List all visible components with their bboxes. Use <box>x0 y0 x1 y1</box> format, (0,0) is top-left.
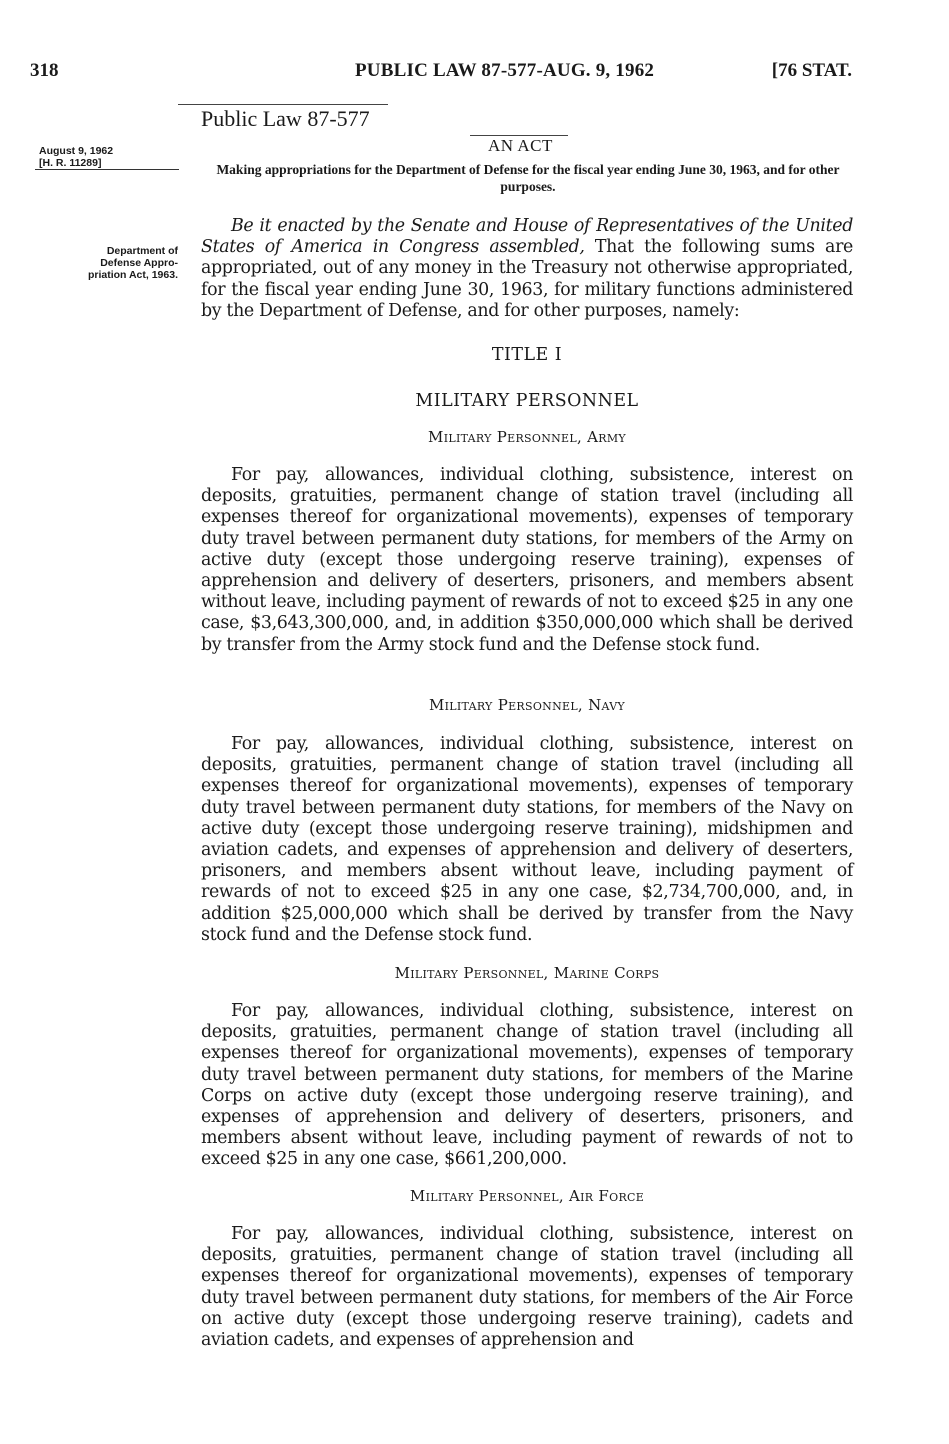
page-number: 318 <box>30 60 59 81</box>
section-heading-navy: Military Personnel, Navy <box>428 696 625 714</box>
volume-reference: [76 STAT. <box>771 60 852 81</box>
margin-note-act-line-2: Defense Appro- <box>100 257 178 269</box>
title-subheading: MILITARY PERSONNEL <box>415 391 639 411</box>
running-head: PUBLIC LAW 87-577-AUG. 9, 1962 <box>355 60 655 81</box>
title-heading: TITLE I <box>491 345 563 365</box>
margin-note-date <box>39 145 183 170</box>
section-heading-air-force: Military Personnel, Air Force <box>409 1187 645 1205</box>
enacting-clause-body: That the following sums are appropriated, out of any money in the Treasury not otherwise appropriated, for the fiscal year ending June 30, 1963, for military functions administered by the Department of Defense, and for other purposes, namely: <box>201 237 853 321</box>
section-text-air-force: For pay, allowances, individual clothing, subsistence, interest on deposits, gratuities, permanent change of station travel (including all expenses thereof for organizational movements), expenses of temporary duty travel between permanent duty stations, for members of the Air Force on active duty (except those undergoing reserve training), cadets and aviation cadets, and expenses of apprehension and <box>201 1224 853 1351</box>
title-rule <box>178 104 388 105</box>
section-heading-marine-corps: Military Personnel, Marine Corps <box>394 964 660 982</box>
margin-note-act-line-1: Department of <box>106 245 178 257</box>
page-header <box>30 60 852 88</box>
margin-note-bill-number: [H. R. 11289] <box>35 157 179 170</box>
margin-note-act-line-3: priation Act, 1963. <box>87 269 178 281</box>
margin-note-act-name <box>28 245 178 281</box>
enacting-clause-italic: Be it enacted by the Senate and House of Representatives of the United States of America in Congress assembled, <box>201 216 853 258</box>
enacting-clause <box>201 216 853 322</box>
act-purpose: Making appropriations for the Department of Defense for the fiscal year ending June 30, 1963, and for other purposes. <box>216 162 840 194</box>
section-text-navy: For pay, allowances, individual clothing, subsistence, interest on deposits, gratuities, permanent change of station travel (including all expenses thereof for organizational movements), expenses of temporary duty travel between permanent duty stations, for members of the Navy on active duty (except those undergoing reserve training), midshipmen and aviation cadets, and expenses of apprehension and delivery of deserters, prisoners, and members absent without leave, including payment of rewards of not to exceed $25 in any one case, $2,734,700,000, and, in addition $25,000,000 which shall be derived by transfer from the Navy stock fund and the Defense stock fund. <box>201 734 853 945</box>
section-text-marine-corps: For pay, allowances, individual clothing, subsistence, interest on deposits, gratuities, permanent change of station travel (including all expenses thereof for organizational movements), expenses of temporary duty travel between permanent duty stations, for members of the Marine Corps on active duty (except those undergoing reserve training), and expenses of apprehension and delivery of deserters, prisoners, and members absent without leave, including payment of rewards of not to exceed $25 in any one case, $661,200,000. <box>201 1001 853 1170</box>
margin-note-date-text: August 9, 1962 <box>39 145 114 157</box>
section-heading-army: Military Personnel, Army <box>428 428 626 446</box>
section-text-army: For pay, allowances, individual clothing, subsistence, interest on deposits, gratuities, permanent change of station travel (including all expenses thereof for organizational movements), expenses of temporary duty travel between permanent duty stations, for members of the Army on active duty (except those undergoing reserve training), expenses of apprehension and delivery of deserters, prisoners, and members absent without leave, including payment of rewards of not to exceed $25 in any one case, $3,643,300,000, and, in addition $350,000,000 which shall be derived by transfer from the Army stock fund and the Defense stock fund. <box>201 465 853 655</box>
act-heading: AN ACT <box>488 136 553 155</box>
law-title: Public Law 87-577 <box>201 106 370 131</box>
